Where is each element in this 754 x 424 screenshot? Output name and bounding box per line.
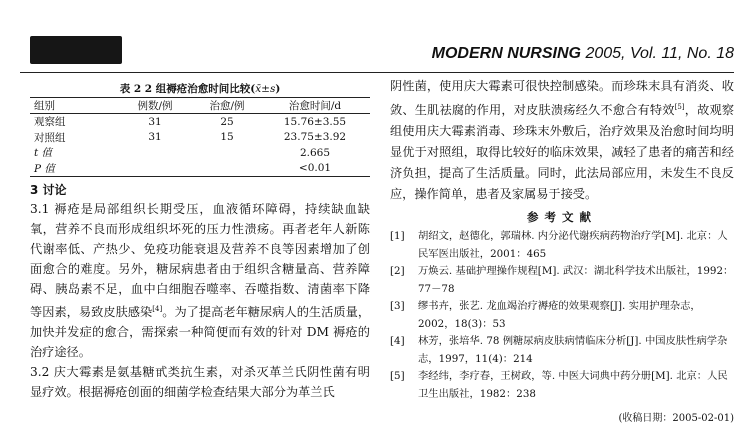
journal-year: 2005, bbox=[585, 45, 626, 62]
caption-prefix: 表 2 2 组褥疮治愈时间比较( bbox=[119, 83, 256, 95]
reference-number: [2] bbox=[390, 265, 405, 278]
reference-text: 林芳，张培华. 78 例糖尿病皮肤病情临床分析[J]. 中国皮肤性病学杂志，1997，11(4)：214 bbox=[418, 335, 728, 365]
cell: 31 bbox=[148, 115, 162, 128]
reference-text: 胡绍文，赵德化，郭瑞林. 内分泌代谢疾病药物治疗学[M]. 北京：人民军医出版社，2001：465 bbox=[418, 230, 728, 260]
col-header-time: 治愈时间/d bbox=[260, 98, 370, 114]
t-label: t 值 bbox=[34, 147, 53, 160]
p3-text: 阴性菌，使用庆大霉素可很快控制感染。而珍珠末具有消炎、收敛、生肌祛腐的作用，对皮肤溃疡经久不愈合有特效 bbox=[390, 79, 734, 118]
discussion-paragraph-3 bbox=[390, 76, 734, 205]
col-header-group: 组别 bbox=[30, 98, 116, 114]
caption-suffix: ) bbox=[275, 83, 281, 95]
table-row bbox=[30, 130, 370, 146]
redacted-logo-block bbox=[30, 36, 122, 64]
reference-number: [3] bbox=[390, 300, 405, 313]
reference-item bbox=[390, 368, 734, 403]
cell: 23.75±3.92 bbox=[283, 131, 347, 144]
reference-item bbox=[390, 228, 734, 263]
reference-text: 万焕云. 基础护理操作规程[M]. 武汉：湖北科学技术出版社，1992：77－78 bbox=[418, 265, 734, 295]
discussion-paragraph-2: 3.2 庆大霉素是氨基糖甙类抗生素，对杀灭革兰氏阴性菌有明显疗效。根据褥疮创面的细菌学检查结果大部分为革兰氏 bbox=[30, 365, 370, 400]
cell: 15 bbox=[220, 131, 234, 144]
right-column bbox=[390, 76, 734, 424]
cell: 25 bbox=[220, 115, 234, 128]
p-value: <0.01 bbox=[260, 161, 370, 177]
left-column bbox=[30, 76, 370, 402]
p1-end-text: 。为了提高老年糖尿病人的生活质量，加快并发症的愈合，需探索一种简便而有效的针对 DM 褥疮的治疗途径。 bbox=[30, 305, 371, 360]
table-row-p bbox=[30, 161, 370, 177]
cell: 对照组 bbox=[34, 131, 66, 144]
header-rule bbox=[20, 72, 734, 73]
reference-item bbox=[390, 263, 734, 298]
caption-symbol: x̄±s bbox=[255, 83, 276, 95]
col-header-cases: 例数/例 bbox=[116, 98, 194, 114]
discussion-heading: 3 讨论 bbox=[30, 183, 67, 197]
references-heading: 参考文献 bbox=[527, 210, 597, 225]
citation-5: [5] bbox=[674, 103, 685, 111]
healing-time-table bbox=[30, 97, 370, 177]
table-caption bbox=[30, 81, 370, 97]
reference-text: 李经纬，李疗春，王树政，等. 中医大词典中药分册[M]. 北京：人民卫生出版社，1982：238 bbox=[418, 370, 728, 400]
received-date: (收稿日期：2005-02-01) bbox=[618, 413, 734, 424]
cell: 观察组 bbox=[34, 116, 66, 129]
p1-text: 3.1 褥疮是局部组织长期受压，血液循环障碍，持续缺血缺氧，营养不良而形成组织坏死的压力性溃疡。再者老年人新陈代谢率低、产热少、免疫功能衰退及营养不良等因素增加了创面愈合的难度。另外，糖尿病患者由于组织含糖量高、营养障碍、胰岛素不足，血中白细胞吞噬率、吞噬指数、清菌率下降等因素，易致皮肤感染 bbox=[30, 202, 370, 320]
journal-name: MODERN NURSING bbox=[431, 45, 581, 62]
t-value: 2.665 bbox=[299, 146, 331, 159]
reference-item bbox=[390, 298, 734, 333]
discussion-paragraph-1 bbox=[30, 199, 370, 362]
reference-number: [1] bbox=[390, 230, 405, 243]
journal-volume-issue: Vol. 11, No. 18 bbox=[629, 45, 734, 62]
citation-4: [4] bbox=[152, 305, 163, 313]
journal-header bbox=[432, 45, 734, 63]
cell: 31 bbox=[148, 131, 162, 144]
col-header-cured: 治愈/例 bbox=[194, 98, 260, 114]
p3-end-text: ，故观察组使用庆大霉素消毒、珍珠末外敷后，治疗效果及治愈时间均明显优于对照组，取得比较好的临床效果，减轻了患者的痛苦和经济负担，提高了生活质量。同时，此法局部应用，未发生不良反应，操作简单，患者及家属易于接受。 bbox=[390, 103, 735, 202]
table-row-t bbox=[30, 145, 370, 161]
table-header-row bbox=[30, 98, 370, 114]
cell: 15.76±3.55 bbox=[283, 115, 347, 128]
reference-list bbox=[390, 228, 734, 403]
p-label: P 值 bbox=[30, 161, 116, 177]
table-row bbox=[30, 114, 370, 130]
reference-number: [5] bbox=[390, 370, 405, 383]
reference-number: [4] bbox=[390, 335, 405, 348]
reference-text: 缪书卉，张艺. 龙血竭治疗褥疮的效果观察[J]. 实用护理杂志，2002，18(3)：53 bbox=[418, 300, 701, 330]
reference-item bbox=[390, 333, 734, 368]
